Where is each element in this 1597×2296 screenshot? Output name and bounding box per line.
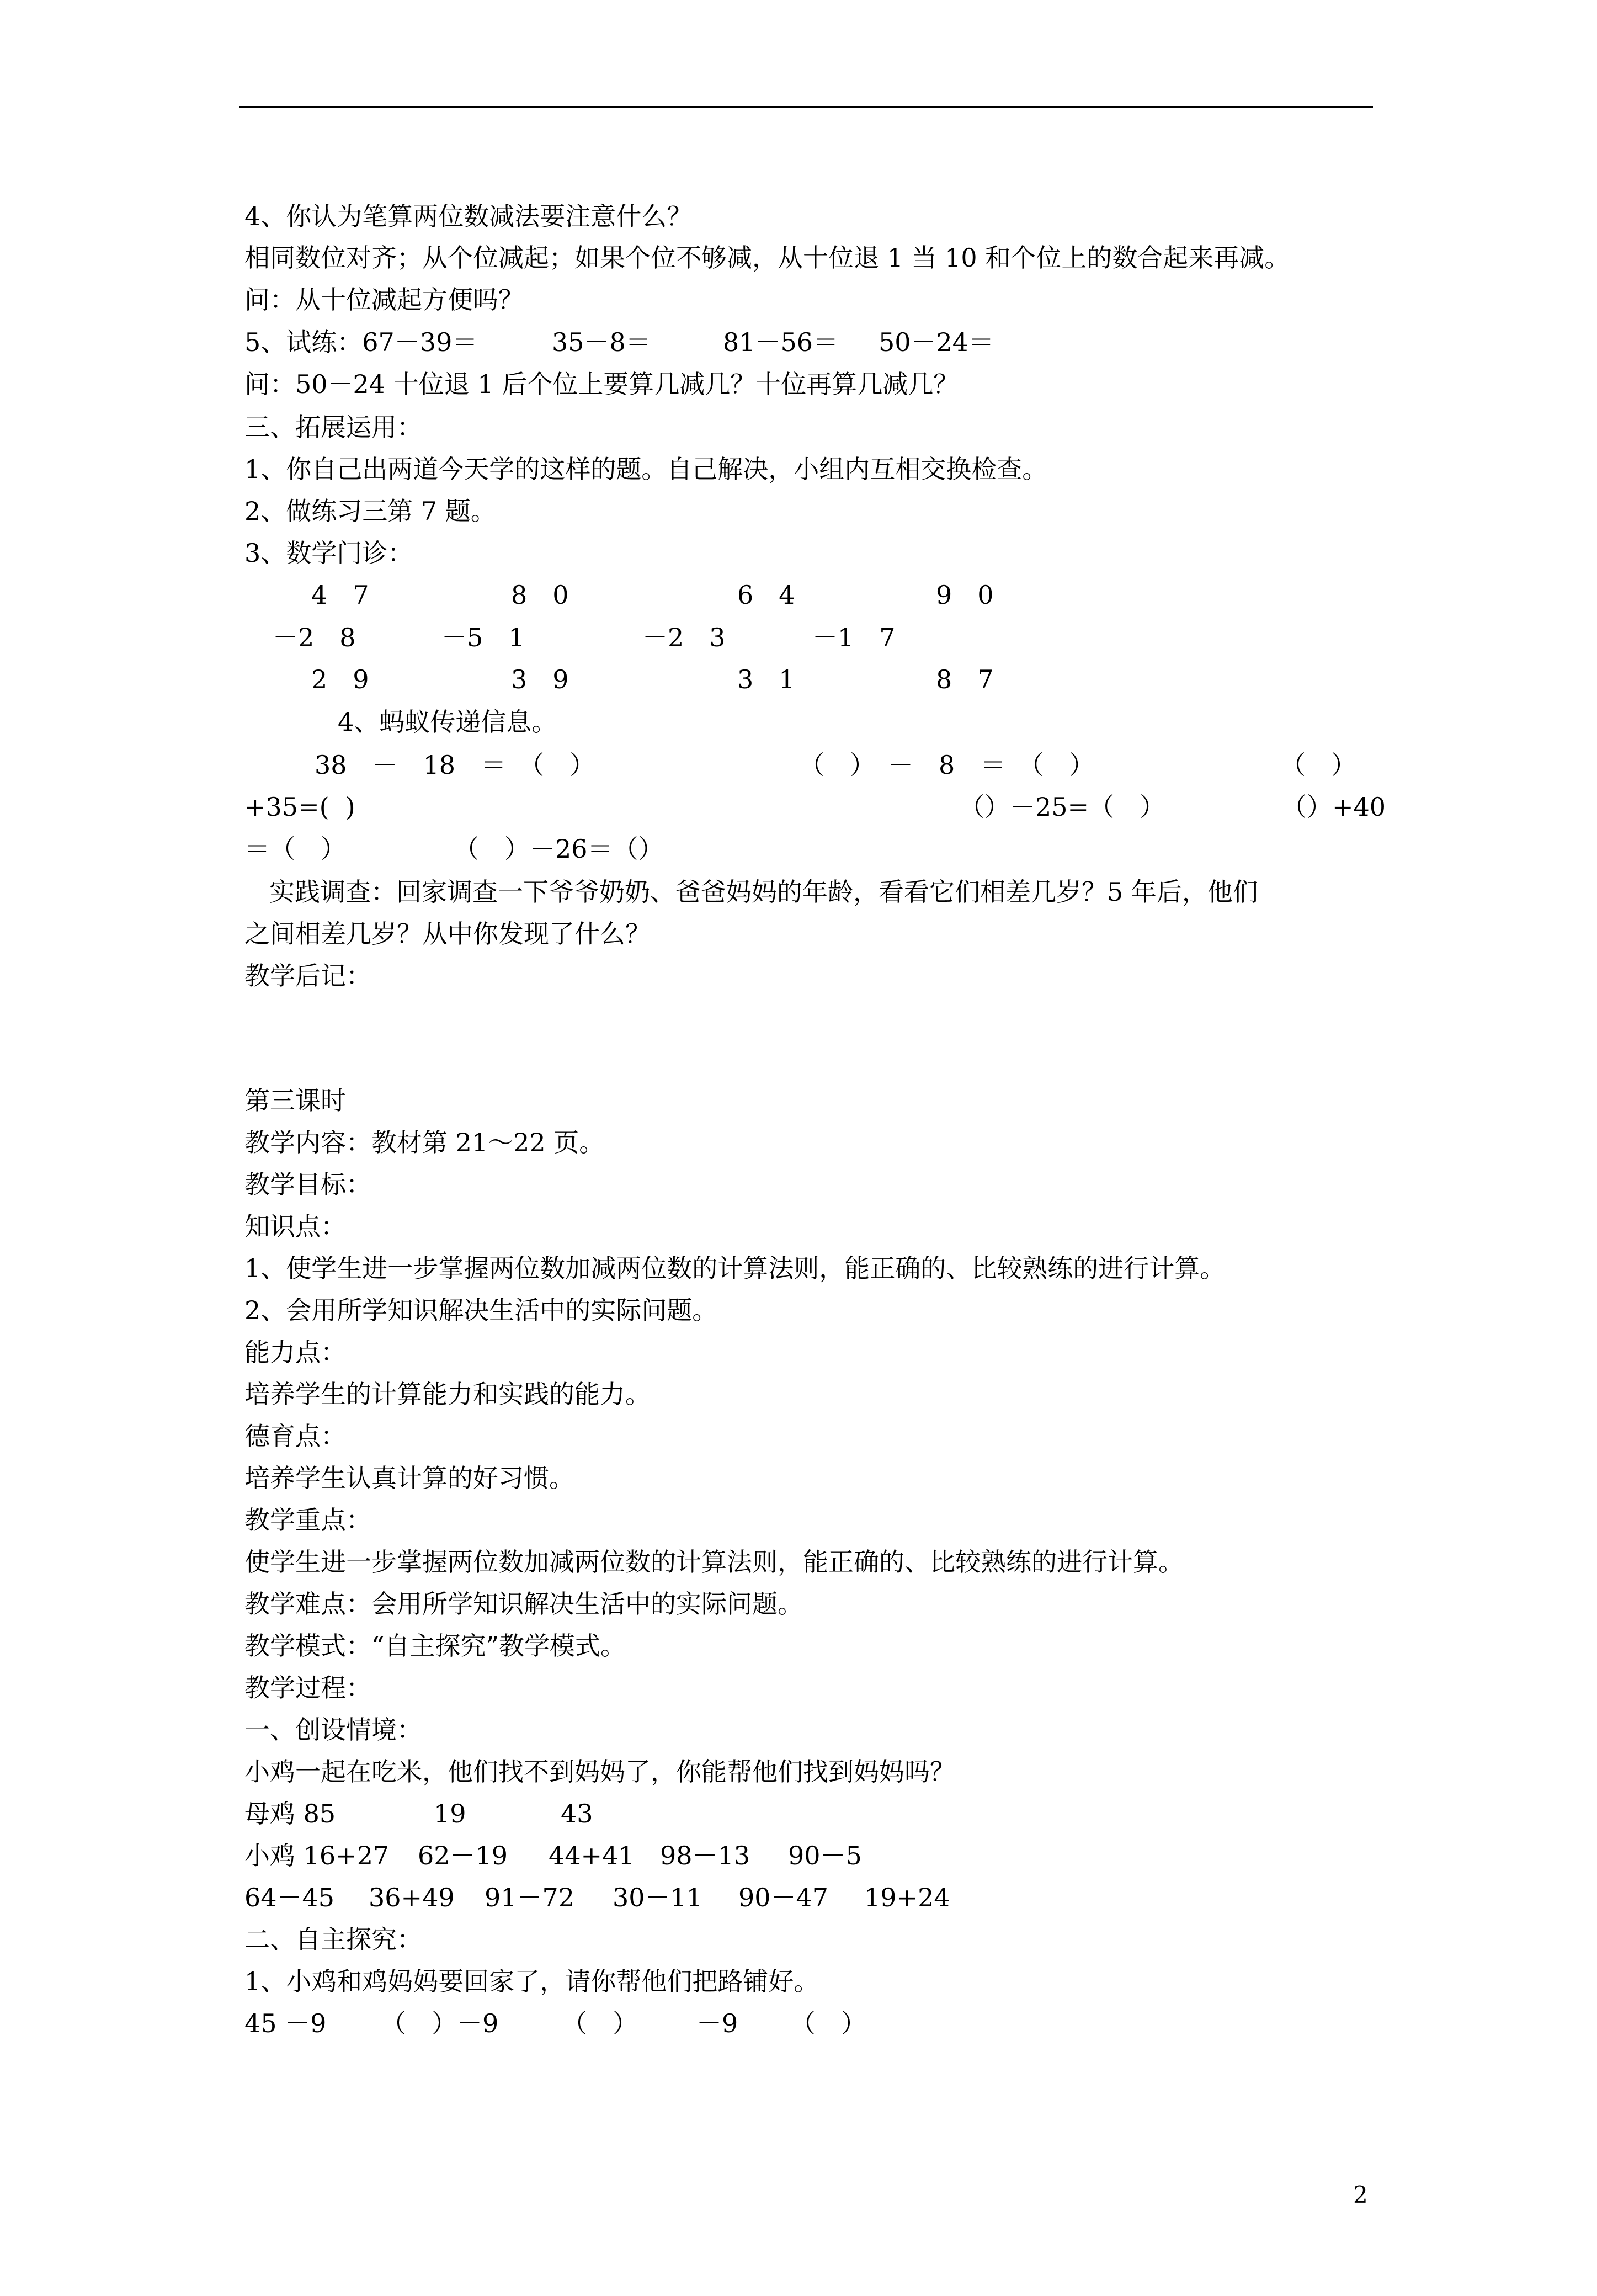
clinic-digits: 3 9 [511,665,569,694]
ants-expression: （ ）－26＝（） [454,834,664,864]
clinic-digits: －2 3 [642,623,726,652]
hen-number: 19 [434,1799,466,1829]
practice-item: 35－8＝ [552,327,651,357]
road-row [0,2002,866,2044]
clinic-digits: －5 1 [441,623,525,652]
chick-expression: 19+24 [864,1883,950,1912]
chick-expression: 30－11 [613,1883,703,1912]
chick-expression: 90－5 [788,1841,862,1870]
clinic-digits: 9 0 [936,580,994,610]
ants-row [0,786,1386,828]
answer-text: 相同数位对齐；从个位减起；如果个位不够减，从十位退 1 当 10 和个位上的数合起来再减。 [244,243,1290,273]
ants-expression: +35=( ) [244,792,355,822]
clinic-digits: 2 9 [311,665,369,694]
practice-line [0,321,994,363]
practice-item: 50－24＝ [879,327,994,357]
header-rule [239,106,1373,108]
clinic-digits: 3 1 [737,665,795,694]
ants-expression: （）－25=（ ） [959,792,1165,822]
question-4: 4、你认为笔算两位数减法要注意什么？ [244,201,693,231]
question-text: 问：从十位减起方便吗？ [244,285,524,315]
chick-expression: 90－47 [738,1883,829,1912]
clinic-digits: 4 7 [311,580,369,610]
page-number: 2 [1353,2181,1368,2208]
road-step: （ ） [562,2008,638,2038]
practice-item: 5、试练：67－39＝ [244,327,478,357]
road-step: （ ） [790,2008,866,2038]
road-step: （ ）－9 [381,2008,499,2038]
question-text: 问：50－24 十位退 1 后个位上要算几减几？十位再算几减几？ [244,369,959,399]
clinic-digits: 6 4 [737,580,795,610]
hen-number: 母鸡 85 [244,1799,336,1829]
clinic-row-bottom [0,658,994,700]
ants-expression: ＝（ ） [244,834,346,864]
chick-expression: 64－45 [244,1883,335,1912]
clinic-digits: －2 8 [273,623,356,652]
chick-expression: 62－19 [418,1841,508,1870]
chick-expression: 91－72 [485,1883,575,1912]
road-step: 45 －9 [244,2008,327,2038]
chick-expression: 98－13 [660,1841,750,1870]
clinic-digits: －1 7 [812,623,896,652]
chick-expression: 44+41 [549,1841,635,1870]
chicks-row [0,1835,862,1877]
ants-row [0,744,1356,786]
practice-item: 81－56＝ [723,327,839,357]
ants-expression: （ ） － 8 ＝ （ ） [799,750,1095,780]
road-step: －9 [696,2008,738,2038]
clinic-row-top [0,574,994,616]
clinic-row-middle [0,616,896,658]
chick-expression: 36+49 [369,1883,455,1912]
chicks-row [0,1877,950,1918]
ants-expression: 38 － 18 ＝ （ ） [315,750,595,780]
ants-row [0,828,664,870]
ants-expression: （ ） [1280,750,1356,780]
chick-expression: 小鸡 16+27 [244,1841,390,1870]
ants-expression: （）+40 [1281,792,1386,822]
clinic-digits: 8 0 [511,580,569,610]
clinic-digits: 8 7 [936,665,994,694]
hen-number: 43 [561,1799,593,1829]
hens-row [0,1793,593,1835]
